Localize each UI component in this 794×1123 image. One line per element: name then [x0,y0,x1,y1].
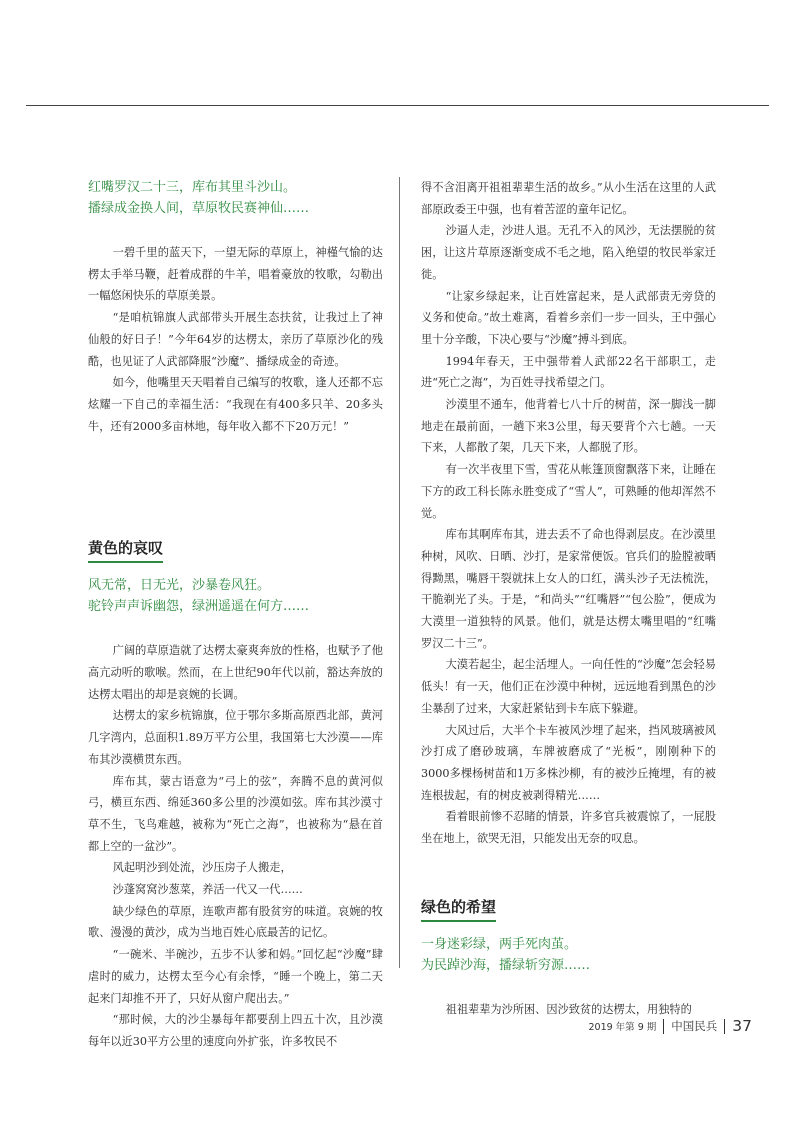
left-column [88,177,383,1053]
poem-line: 沙蓬窝窝沙葱菜，养活一代又一代…… [112,883,303,897]
magazine-name: 中国民兵 [671,1019,718,1033]
section-lead [88,575,383,617]
lead-line: 一身迷彩绿，两手死肉茧。 [421,936,578,952]
paragraph: “让家乡绿起来，让百姓富起来，是人武部责无旁贷的义务和使命。”故土难离，看着乡亲们一步一回头，王中强心里十分辛酸，下决心要与“沙魔”搏斗到底。 [421,289,716,346]
intro-lead [88,177,383,219]
footer-divider [724,1019,725,1034]
paragraph: “一碗米、半碗沙，五步不认爹和妈。”回忆起“沙魔”肆虐时的威力，达楞太至今心有余悸，“睡一个晚上，第二天起来门却推不开了，只好从窗户爬出去。” [88,948,383,1005]
section-heading-wrap [421,896,716,922]
section-heading-wrap [88,537,383,563]
header-rule [26,105,769,106]
paragraph: 一碧千里的蓝天下，一望无际的草原上，神槿气愉的达楞太手举马鞭，赶着成群的牛羊，唱着豪放的牧歌，勾勒出一幅悠闲快乐的草原美景。 [88,246,383,303]
section-lead [421,934,716,976]
paragraph: 祖祖辈辈为沙所困、因沙致贫的达楞太，用独特的 [445,1002,692,1016]
right-column [421,177,716,1021]
issue-date: 2019 年第 9 期 [588,1022,657,1033]
paragraph: 大风过后，大半个卡车被风沙埋了起来，挡风玻璃被风沙打成了磨砂玻璃，车牌被磨成了“光板”，刚刚种下的3000多棵杨树苗和1万多株沙柳，有的被沙丘掩埋，有的被连根拔起，有的树皮被剥得精光…… [421,723,716,802]
paragraph: 沙漠里不通车，他背着七八十斤的树苗，深一脚浅一脚地走在最前面，一趟下来3公里，每天要背个六七趟。一天下来，人都散了架，几天下来，人都脱了形。 [421,398,716,455]
paragraph: 库布其，蒙古语意为“弓上的弦”，奔腾不息的黄河似弓，横亘东西、绵延360多公里的沙漠如弦。库布其沙漠寸草不生，飞鸟难越，被称为“死亡之海”，也被称为“悬在首都上空的一盆沙”。 [88,774,383,853]
section-title: 黄色的哀叹 [88,537,163,563]
paragraph: 如今，他嘴里天天唱着自己编写的牧歌，逢人还都不忘炫耀一下自己的幸福生活：“我现在有400多只羊、20多头牛，还有2000多亩林地，每年收入都不下20万元！” [88,376,383,433]
paragraph: 大漠若起尘，起尘活埋人。一向任性的“沙魔”怎会轻易低头！有一天，他们正在沙漠中种树，远远地看到黑色的沙尘暴刮了过来，大家赶紧钻到卡车底下躲避。 [421,658,716,715]
paragraph: 沙逼人走，沙进人退。无孔不入的风沙，无法摆脱的贫困，让这片草原逐渐变成不毛之地，陷入绝望的牧民举家迁徙。 [421,224,716,281]
lead-line: 驼铃声声诉幽怨，绿洲遥遥在何方…… [88,599,310,615]
poem-line: 风起明沙到处流，沙压房子人搬走， [112,861,292,875]
paragraph: 广阔的草原造就了达楞太豪爽奔放的性格，也赋予了他高亢动听的歌喉。然而，在上世纪90年代以前，豁达奔放的达楞太唱出的却是哀婉的长调。 [88,644,383,701]
paragraph: 缺少绿色的草原，连歌声都有股贫穷的味道。哀婉的牧歌、漫漫的黄沙，成为当地百姓心底最苦的记忆。 [88,904,383,940]
paragraph: 看着眼前惨不忍睹的情景，许多官兵被震惊了，一屁股坐在地上，欲哭无泪，只能发出无奈的叹息。 [421,810,716,846]
lead-line: 为民踔沙海，播绿斩穷源…… [421,957,591,973]
page-footer [588,1017,752,1035]
paragraph: 1994年春天，王中强带着人武部22名干部职工，走进“死亡之海”，为百姓寻找希望之门。 [421,354,716,390]
paragraph: 达楞太的家乡杭锦旗，位于鄂尔多斯高原西北部，黄河几字湾内，总面积1.89万平方公里，我国第七大沙漠——库布其沙漠横贯东西。 [88,709,383,766]
section-title: 绿色的希望 [421,896,496,922]
lead-line: 风无常，日无光，沙暴卷风狂。 [88,578,271,594]
paragraph: 库布其啊库布其，进去丢不了命也得剥层皮。在沙漠里种树，风吹、日晒、沙打，是家常便饭。官兵们的脸膛被晒得黝黑，嘴唇干裂就抹上女人的口红，满头沙子无法梳洗，干脆剃光了头。于是，“和尚头”“红嘴唇”“包公脸”，便成为大漠里一道独特的风景。他们，就是达楞太嘴里唱的“红嘴罗汉二十三”。 [421,528,716,650]
footer-divider [663,1019,664,1034]
paragraph: “是咱杭锦旗人武部带头开展生态扶贫，让我过上了神仙般的好日子！”今年64岁的达楞太，亲历了草原沙化的残酷，也见证了人武部降服“沙魔”、播绿成金的奇迹。 [88,311,383,368]
page-number: 37 [732,1017,752,1035]
paragraph: 得不含泪离开祖祖辈辈生活的故乡。”从小生活在这里的人武部原政委王中强，也有着苦涩的童年记忆。 [421,181,716,216]
column-divider [399,177,400,968]
lead-line: 红嘴罗汉二十三，库布其里斗沙山。 [88,180,297,195]
paragraph: 有一次半夜里下雪，雪花从帐篷顶窗飘落下来，让睡在下方的政工科长陈永胜变成了“雪人”，可熟睡的他却浑然不觉。 [421,463,716,520]
paragraph: “那时候，大的沙尘暴每年都要刮上四五十次，且沙漠每年以近30平方公里的速度向外扩张，许多牧民不 [88,1013,383,1048]
lead-line: 播绿成金换人间，草原牧民赛神仙…… [88,201,310,216]
